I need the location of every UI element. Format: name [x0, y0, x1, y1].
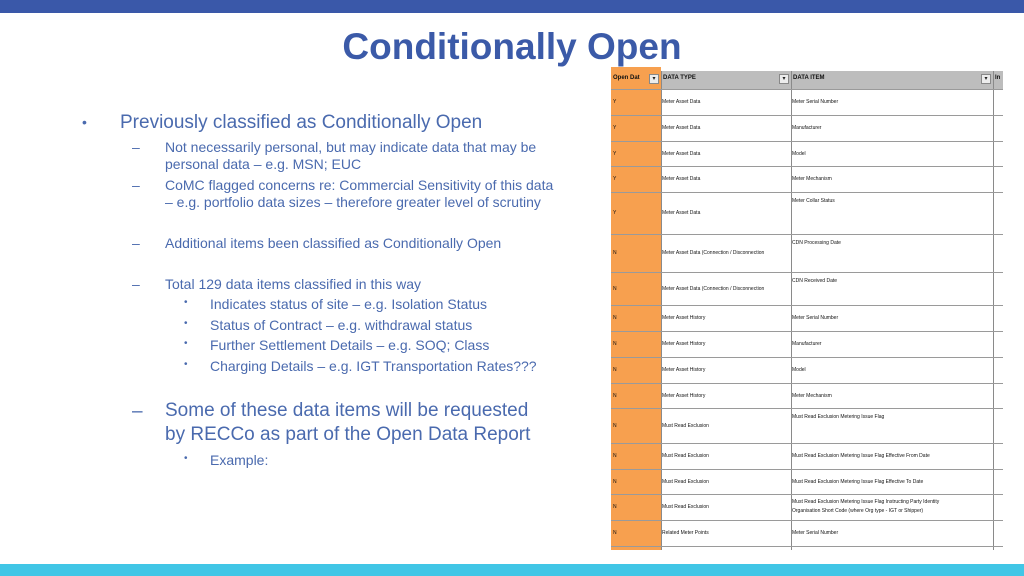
cell-data-item[interactable]: Manufacturer: [792, 125, 822, 131]
sub-bullet-5-line-2: by RECCo as part of the Open Data Report: [165, 424, 531, 445]
cell-open-flag[interactable]: N: [613, 479, 617, 485]
row-divider: [611, 469, 1003, 470]
row-divider: [611, 305, 1003, 306]
cell-data-item[interactable]: Meter Serial Number: [792, 315, 839, 321]
header-data-item[interactable]: DATA ITEM ▾: [791, 71, 993, 90]
sub-bullet-4: Total 129 data items classified in this way: [165, 276, 422, 292]
cell-data-item[interactable]: Must Read Exclusion Metering Issue Flag: [792, 414, 885, 420]
sub4-item-3: Further Settlement Details – e.g. SOQ; Class: [210, 337, 490, 353]
cell-data-item[interactable]: Meter Mechanism: [792, 393, 832, 399]
header-data-type[interactable]: DATA TYPE ▾: [661, 71, 791, 90]
row-divider: [611, 408, 1003, 409]
cell-data-type[interactable]: Meter Asset History: [662, 393, 706, 399]
cell-open-flag[interactable]: N: [613, 367, 617, 373]
spreadsheet-excerpt: [611, 67, 1003, 550]
header-open-data[interactable]: Open Dat ▾: [611, 71, 661, 90]
dash-marker: –: [132, 235, 140, 251]
row-divider: [611, 272, 1003, 273]
cell-data-item[interactable]: Meter Serial Number: [792, 99, 839, 105]
cell-open-flag[interactable]: N: [613, 423, 617, 429]
bullet-marker: •: [184, 453, 188, 464]
sub-bullet-5-line-1: Some of these data items will be requested: [165, 400, 529, 421]
row-divider: [611, 89, 1003, 90]
cell-open-flag[interactable]: Y: [613, 125, 617, 131]
cell-data-item[interactable]: Must Read Exclusion Metering Issue Flag Effective From Date: [792, 453, 930, 459]
example-label: Example:: [210, 452, 269, 468]
cell-data-item[interactable]: Must Read Exclusion Metering Issue Flag Instructing Party Identity: [792, 499, 940, 505]
cell-open-flag[interactable]: Y: [613, 210, 617, 216]
cell-data-item[interactable]: CDN Processing Date: [792, 240, 841, 246]
sub-bullet-3: Additional items been classified as Conditionally Open: [165, 235, 502, 251]
row-divider: [611, 234, 1003, 235]
row-divider: [611, 331, 1003, 332]
row-divider: [611, 546, 1003, 547]
cell-data-item-line-2[interactable]: Organisation Short Code (where Org type - IGT or Shipper): [792, 508, 924, 514]
filter-dropdown-icon[interactable]: ▾: [779, 74, 789, 84]
cell-data-item[interactable]: Meter Mechanism: [792, 176, 832, 182]
cell-data-type[interactable]: Must Read Exclusion: [662, 504, 709, 510]
row-divider: [611, 520, 1003, 521]
sub-bullet-1-line-1: Not necessarily personal, but may indicate data that may be: [165, 139, 537, 155]
cell-open-flag[interactable]: N: [613, 530, 617, 536]
bullet-marker: •: [184, 297, 188, 308]
dash-marker: –: [132, 401, 143, 422]
cell-data-item[interactable]: Meter Serial Number: [792, 530, 839, 536]
bottom-accent-bar: [0, 564, 1024, 576]
cell-data-item[interactable]: Meter Collar Status: [792, 198, 835, 204]
cell-data-type[interactable]: Meter Asset Data: [662, 210, 701, 216]
cell-data-type[interactable]: Meter Asset History: [662, 315, 706, 321]
cell-open-flag[interactable]: N: [613, 393, 617, 399]
cell-data-type[interactable]: Meter Asset Data (Connection / Disconnection: [662, 250, 765, 256]
cell-open-flag[interactable]: Y: [613, 176, 617, 182]
cell-open-flag[interactable]: N: [613, 315, 617, 321]
sub-bullet-2-line-1: CoMC flagged concerns re: Commercial Sensitivity of this data: [165, 177, 554, 193]
row-divider: [611, 494, 1003, 495]
sub4-item-4: Charging Details – e.g. IGT Transportation Rates???: [210, 358, 537, 374]
filter-dropdown-icon[interactable]: ▾: [649, 74, 659, 84]
cell-open-flag[interactable]: Y: [613, 99, 617, 105]
cell-open-flag[interactable]: Y: [613, 151, 617, 157]
open-data-column-highlight: [611, 67, 661, 550]
bullet-marker: •: [184, 359, 188, 370]
cell-data-type[interactable]: Related Meter Points: [662, 530, 709, 536]
filter-dropdown-icon[interactable]: ▾: [981, 74, 991, 84]
cell-data-item[interactable]: Must Read Exclusion Metering Issue Flag Effective To Date: [792, 479, 924, 485]
cell-data-type[interactable]: Must Read Exclusion: [662, 423, 709, 429]
cell-data-item[interactable]: CDN Received Date: [792, 278, 838, 284]
cell-data-type[interactable]: Meter Asset History: [662, 341, 706, 347]
row-divider: [611, 357, 1003, 358]
sub4-item-1: Indicates status of site – e.g. Isolation Status: [210, 296, 488, 312]
row-divider: [611, 141, 1003, 142]
cell-data-type[interactable]: Meter Asset Data: [662, 125, 701, 131]
cell-data-type[interactable]: Must Read Exclusion: [662, 479, 709, 485]
cell-data-item[interactable]: Model: [792, 151, 806, 157]
cell-data-item[interactable]: Manufacturer: [792, 341, 822, 347]
cell-data-type[interactable]: Meter Asset History: [662, 367, 706, 373]
dash-marker: –: [132, 276, 140, 292]
dash-marker: –: [132, 139, 140, 155]
cell-data-type[interactable]: Must Read Exclusion: [662, 453, 709, 459]
row-divider: [611, 383, 1003, 384]
cell-data-type[interactable]: Meter Asset Data: [662, 99, 701, 105]
bullet-marker: •: [82, 114, 87, 130]
sub-bullet-2-line-2: – e.g. portfolio data sizes – therefore greater level of scrutiny: [165, 194, 541, 210]
column-divider: [993, 71, 994, 550]
cell-open-flag[interactable]: N: [613, 341, 617, 347]
cell-open-flag[interactable]: N: [613, 453, 617, 459]
row-divider: [611, 115, 1003, 116]
top-accent-bar: [0, 0, 1024, 13]
row-divider: [611, 192, 1003, 193]
cell-data-type[interactable]: Meter Asset Data (Connection / Disconnection: [662, 286, 765, 292]
bullet-marker: •: [184, 318, 188, 329]
cell-open-flag[interactable]: N: [613, 250, 617, 256]
bullet-marker: •: [184, 338, 188, 349]
dash-marker: –: [132, 177, 140, 193]
cell-open-flag[interactable]: N: [613, 504, 617, 510]
cell-data-item[interactable]: Model: [792, 367, 806, 373]
sub4-item-2: Status of Contract – e.g. withdrawal status: [210, 317, 473, 333]
header-in[interactable]: In: [993, 71, 1003, 90]
row-divider: [611, 166, 1003, 167]
sub-bullet-1-line-2: personal data – e.g. MSN; EUC: [165, 156, 362, 172]
cell-open-flag[interactable]: N: [613, 286, 617, 292]
cell-data-type[interactable]: Meter Asset Data: [662, 151, 701, 157]
slide-title: Conditionally Open: [342, 26, 682, 67]
row-divider: [611, 443, 1003, 444]
main-bullet: Previously classified as Conditionally Open: [120, 112, 483, 133]
cell-data-type[interactable]: Meter Asset Data: [662, 176, 701, 182]
